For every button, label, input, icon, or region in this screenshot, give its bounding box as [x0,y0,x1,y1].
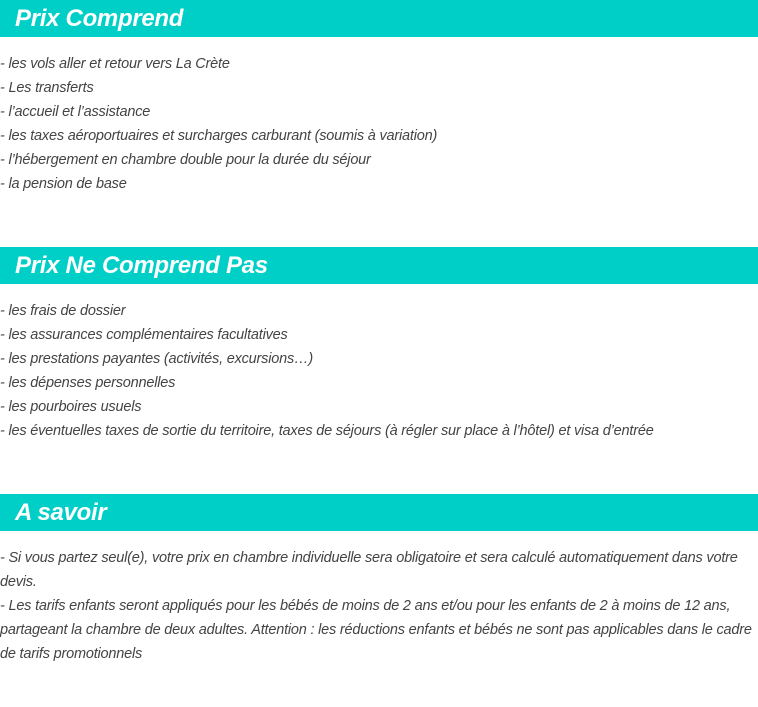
list-item: - Les transferts [0,80,94,96]
section-title-not-included: Prix Ne Comprend Pas [15,251,268,279]
list-item: - les dépenses personnelles [0,375,176,391]
info-paragraph: - Si vous partez seul(e), votre prix en chambre individuelle sera obligatoire et sera calculé automatiquement dans votre devis. [0,550,738,590]
section-header-not-included [0,247,758,284]
list-item: - les frais de dossier [0,303,126,319]
good-to-know-text [0,546,754,666]
section-header-good-to-know [0,494,758,531]
section-title-good-to-know: A savoir [15,498,107,526]
section-header-included [0,0,758,37]
info-paragraph: - Les tarifs enfants seront appliqués pour les bébés de moins de 2 ans et/ou pour les enfants de 2 à moins de 12 ans, partageant la chambre de deux adultes. Attention : les réductions enfants et bébés ne sont pas applicables dans le cadre de tarifs promotionnels [0,598,752,662]
not-included-list [0,299,758,443]
list-item: - les éventuelles taxes de sortie du territoire, taxes de séjours (à régler sur place à l’hôtel) et visa d’entrée [0,423,654,439]
list-item: - les assurances complémentaires facultatives [0,327,288,343]
list-item: - les pourboires usuels [0,399,142,415]
list-item: - les taxes aéroportuaires et surcharges carburant (soumis à variation) [0,128,438,144]
section-title-included: Prix Comprend [15,4,184,32]
list-item: - les vols aller et retour vers La Crète [0,56,230,72]
list-item: - l’accueil et l’assistance [0,104,151,120]
included-list [0,52,758,196]
list-item: - la pension de base [0,176,127,192]
list-item: - l’hébergement en chambre double pour la durée du séjour [0,152,371,168]
list-item: - les prestations payantes (activités, excursions…) [0,351,313,367]
